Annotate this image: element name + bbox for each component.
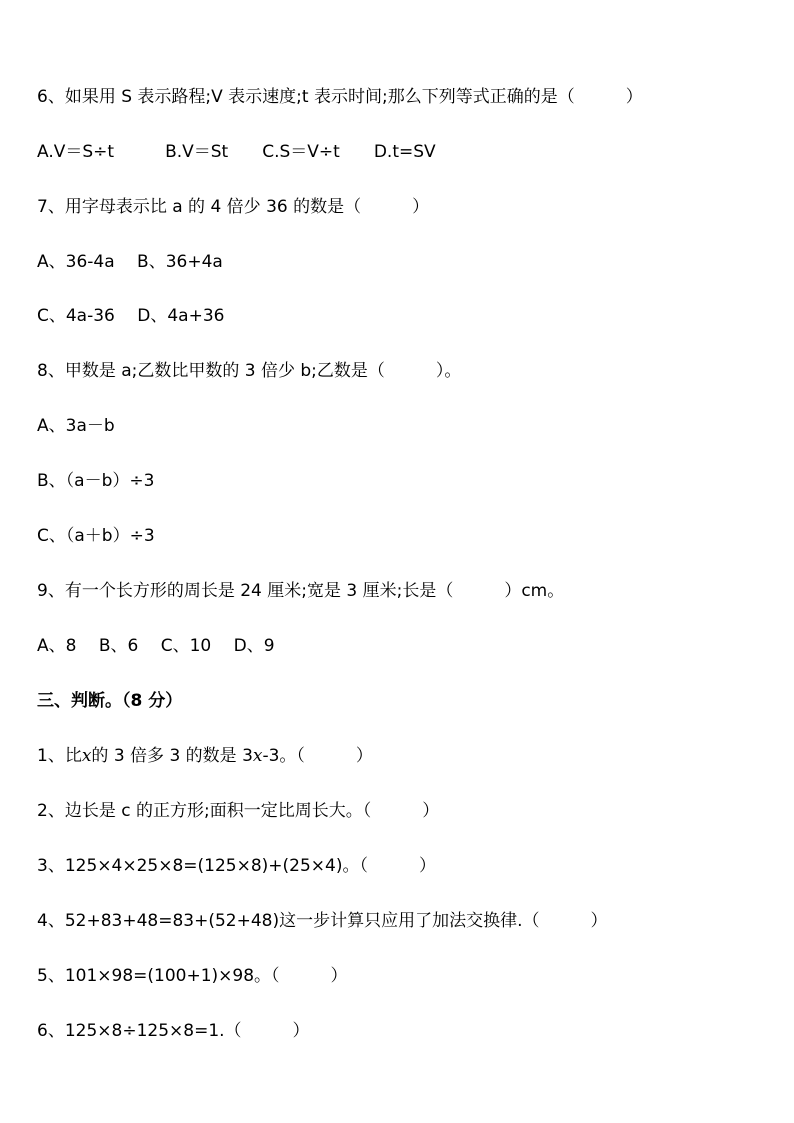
- judgement-1-mid: 的 3 倍多 3 的数是 3: [91, 746, 253, 766]
- judgement-1-pre: 1、比: [37, 746, 82, 766]
- question-8-option-c: C、（a＋b）÷3: [37, 526, 155, 546]
- variable-x: x: [81, 746, 92, 766]
- judgement-1: [37, 745, 373, 767]
- judgement-3: 3、125×4×25×8=(125×8)+(25×4)。（ ）: [37, 856, 436, 876]
- judgement-1-post: -3。（ ）: [262, 746, 373, 766]
- question-6-options: A.V＝S÷t B.V＝St C.S＝V÷t D.t=SV: [37, 142, 436, 162]
- question-7-options-ab: A、36-4a B、36+4a: [37, 252, 223, 272]
- variable-x: x: [252, 746, 263, 766]
- judgement-6: 6、125×8÷125×8=1.（ ）: [37, 1021, 310, 1041]
- judgement-2: 2、边长是 c 的正方形;面积一定比周长大。（ ）: [37, 801, 440, 821]
- question-6-stem: 6、如果用 S 表示路程;V 表示速度;t 表示时间;那么下列等式正确的是（ ）: [37, 87, 643, 107]
- question-8-stem: 8、甲数是 a;乙数比甲数的 3 倍少 b;乙数是（ ）。: [37, 361, 462, 381]
- question-7-stem: 7、用字母表示比 a 的 4 倍少 36 的数是（ ）: [37, 197, 430, 217]
- judgement-4: 4、52+83+48=83+(52+48)这一步计算只应用了加法交换律.（ ）: [37, 911, 608, 931]
- question-9-options: A、8 B、6 C、10 D、9: [37, 636, 275, 656]
- judgement-5: 5、101×98=(100+1)×98。（ ）: [37, 966, 348, 986]
- question-8-option-a: A、3a－b: [37, 416, 115, 436]
- question-8-option-b: B、（a－b）÷3: [37, 471, 155, 491]
- question-7-options-cd: C、4a-36 D、4a+36: [37, 306, 225, 326]
- section-3-title: 三、判断。（8 分）: [37, 691, 183, 711]
- question-9-stem: 9、有一个长方形的周长是 24 厘米;宽是 3 厘米;长是（ ）cm。: [37, 581, 565, 601]
